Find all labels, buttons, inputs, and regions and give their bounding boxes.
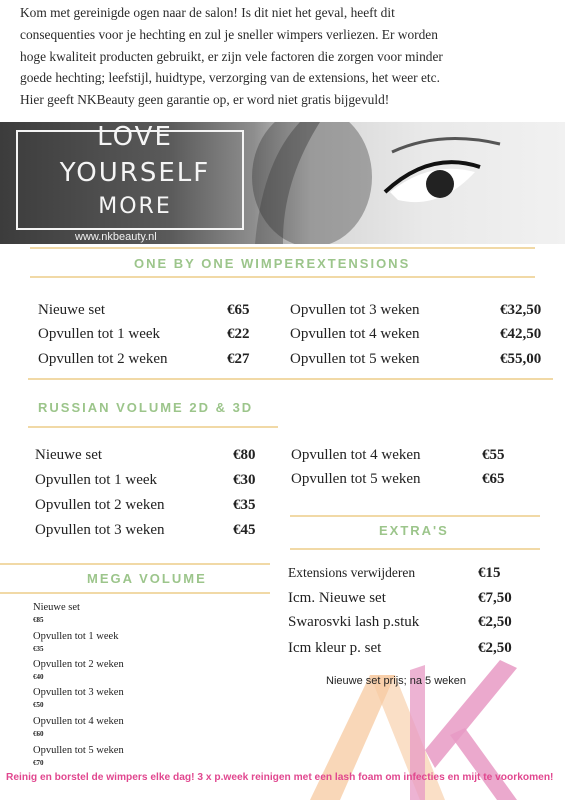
mega-item-label: Opvullen tot 3 weken — [33, 687, 124, 698]
section-rule — [0, 563, 270, 565]
mega-item-price: €40 — [33, 673, 44, 681]
banner-text-love: LOVE — [97, 122, 173, 152]
section-title-mega-volume: MEGA VOLUME — [87, 571, 207, 586]
price-value: €2,50 — [478, 614, 512, 630]
mega-item-price: €60 — [33, 730, 44, 738]
price-value: €7,50 — [478, 590, 512, 606]
intro-line: consequenties voor je hechting en zul je sneller wimpers verliezen. Er worden — [20, 26, 438, 42]
banner-image — [0, 122, 565, 244]
mega-item-price: €70 — [33, 759, 44, 767]
price-value: €15 — [478, 565, 501, 581]
section-rule — [28, 426, 278, 428]
price-label: Swarosvki lash p.stuk — [288, 614, 420, 630]
intro-line: goede hechting; leefstijl, huidtype, verzorging van de extensions, het weer etc. — [20, 70, 440, 86]
mega-item-label: Nieuwe set — [33, 602, 80, 613]
section-title-extras: EXTRA'S — [379, 523, 449, 538]
price-value: €35 — [233, 497, 256, 513]
extras-note: Nieuwe set prijs; na 5 weken — [326, 675, 467, 687]
intro-line: hoge kwaliteit producten gebruikt, er zijn vele factoren die zorgen voor minder — [20, 48, 443, 64]
intro-paragraph — [20, 2, 550, 111]
price-value: €80 — [233, 447, 256, 463]
banner-text-more: MORE — [98, 194, 172, 219]
price-label: Opvullen tot 4 weken — [291, 447, 421, 463]
price-value: €22 — [227, 326, 250, 342]
section-rule — [0, 592, 270, 594]
price-value: €42,50 — [500, 326, 542, 342]
mega-item-price: €35 — [33, 645, 44, 653]
price-label: Icm kleur p. set — [288, 640, 382, 656]
price-value: €65 — [227, 302, 250, 318]
price-label: Nieuwe set — [35, 447, 103, 463]
banner-url: www.nkbeauty.nl — [75, 231, 157, 243]
price-value: €55,00 — [500, 351, 542, 367]
price-value: €32,50 — [500, 302, 542, 318]
mega-item-label: Opvullen tot 2 weken — [33, 659, 124, 670]
mega-item-label: Opvullen tot 1 week — [33, 631, 119, 642]
intro-line: Hier geeft NKBeauty geen garantie op, er word niet gratis bijgevuld! — [20, 92, 390, 108]
section-title-russian-volume: RUSSIAN VOLUME 2D & 3D — [38, 400, 254, 415]
price-label: Extensions verwijderen — [288, 565, 416, 580]
price-label: Opvullen tot 5 weken — [290, 351, 420, 367]
intro-line: Kom met gereinigde ogen naar de salon! Is dit niet het geval, heeft dit — [20, 5, 395, 20]
section-rule — [290, 515, 540, 517]
price-label: Opvullen tot 3 weken — [290, 302, 420, 318]
price-label: Opvullen tot 2 weken — [38, 351, 168, 367]
section-title-one-by-one: ONE BY ONE WIMPEREXTENSIONS — [134, 256, 411, 271]
price-label: Opvullen tot 1 week — [35, 472, 158, 488]
price-value: €30 — [233, 472, 256, 488]
price-label: Opvullen tot 5 weken — [291, 471, 421, 487]
mega-item-price: €85 — [33, 616, 44, 624]
section-rule — [28, 378, 553, 380]
mega-item-label: Opvullen tot 5 weken — [33, 745, 124, 756]
price-label: Nieuwe set — [38, 302, 106, 318]
price-label: Opvullen tot 3 weken — [35, 522, 165, 538]
price-label: Icm. Nieuwe set — [288, 590, 386, 606]
mega-item-label: Opvullen tot 4 weken — [33, 716, 124, 727]
price-value: €2,50 — [478, 640, 512, 656]
section-rule — [30, 276, 535, 278]
price-label: Opvullen tot 1 week — [38, 326, 161, 342]
price-label: Opvullen tot 2 weken — [35, 497, 165, 513]
section-rule — [30, 247, 535, 249]
price-value: €55 — [482, 447, 505, 463]
price-value: €65 — [482, 471, 505, 487]
footer-care-note: Reinig en borstel de wimpers elke dag! 3 x p.week reinigen met een lash foam om infecties en mijt te voorkomen! — [6, 772, 554, 783]
price-label: Opvullen tot 4 weken — [290, 326, 420, 342]
mega-item-price: €50 — [33, 701, 44, 709]
banner-text-yourself: YOURSELF — [59, 158, 211, 188]
price-value: €27 — [227, 351, 250, 367]
section-rule — [290, 548, 540, 550]
price-value: €45 — [233, 522, 256, 538]
